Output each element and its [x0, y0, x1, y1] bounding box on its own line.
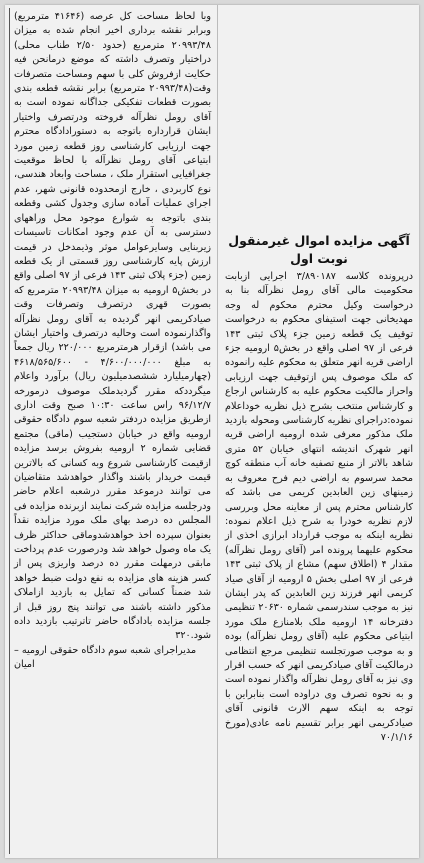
notice-title: آگهی مزایده اموال غیرمنقول نوبت اول [228, 233, 410, 266]
notice-right-column [221, 232, 417, 854]
notice-signature: مدیراجرای شعبه سوم دادگاه حقوقی ارومیه – امیان [14, 644, 197, 671]
column-divider [217, 5, 218, 858]
notice-left-column [9, 8, 215, 854]
newspaper-clipping [5, 5, 419, 858]
notice-body-right: درپرونده کلاسه ۳/۸۹۰۱۸۷ اجرایی ازبابت محکومیت مالی آقای رومل نظرآله بنا به درخواست وکیل محترم محکوم له وجه مهدیخانی جهت استیفای محکوم به درخواست توقیف یک قطعه زمین جزء پلاک ثبتی ۱۴۳ فرعی از ۹۷ اصلی واقع در بخش۵ ارومیه جزء اراضی قریه انهر متعلق به محکوم علیه رانموده که ملک موصوف پس ازتوقیف جهت ارزیابی واحراز مالکیت محکوم علیه به کارشناس ارجاع و کارشناس منتخب بشرح ذیل نظریه خوداعلام نموده:دراجرای نظریه کارشناسی ومحوله بازدید ملک مذکور معرفی شده ارومیه اراضی قریه انهر شهرک اندیشه انتهای خیابان ۵۲ متری شاهد بالاتر از منبع تصفیه خانه آب منطقه کوچ محمد سرسوم به اراضی دیم فرح معروف به زمینهای زین العابدین کریمی می باشد که کارشناس محترم پس از معاینه محل وبررسی لازم نظریه خودرا به شرح ذیل اعلام نموده: نظریه اینکه به موجب قرارداد ابرازی اخذی از محکوم علیهما پرونده امر (آقای رومل نظرآله) مقدار ۴ (اطلاق سهم) مشاع از پلاک ثبتی ۱۴۳ فرعی از ۹۷ اصلی بخش ۵ ارومیه از آقای صیاد کریمی انهر فرزند زین العابدین که پدر ایشان نیز به موجب سندرسمی شماره ۲۰۶۳۰ تنظیمی دفترخانه ۱۴ ارومیه ملک بلامنازع ملک مورد ابتیاعی محکوم علیه (آقای رومل نظرآله) بوده و به موجب صورتجلسه تنظیمی مرجع انتظامی درمالکیت آقای صیادکریمی انهر که حسب اقرار وی نیز به آقای رومل نظرآله واگذار نموده است و به نحوه تصرف وی دراوده است بنابراین با توجه به اینکه سهم الارث قانونی آقای صیادکریمی انهر برابر تقسیم نامه عادی(مورخ ۷۰/۱/۱۶ [225, 271, 414, 743]
notice-body-left: وبا لحاظ مساحت کل عرصه (۴۱۶۴۶ مترمربع) وبرابر نقشه برداری اخیر انجام شده به میزان ۲۰۹۹۳/۴۸ مترمربع (حدود ۲/۵۰ طناب محلی) دراختیار وتصرف داشته که موضع درمانحن فیه حکایت ازفروش کلی با سهم ومساحت متصرفات وقت(۲۰۹۹۳/۴۸ مترمربع) برابر نقشه قطعه بندی بصورت قطعات تفکیکی جداگانه نموده است به آقای رومل نظرآله فروخته ودرتصرف واختیار ایشان قرارداره باتوجه به دستورادادگاه محترم جهت ارزیابی کارشناسی روز قطعه زمین مورد ابتیاعی آقای رومل نظرآله با لحاظ موقعیت جغرافیایی استقرار ملک ، مساحت وابعاد هندسی، نوع کاربردی ، خارج ازمحدوده قانونی شهر، عدم اجرای عملیات آماده سازی وجدول کشی وقطعه بندی باتوجه به شوارع موجود محل وراههای دسترسی به آن عدم وجود امکانات تاسیسات زیربنایی وسایرعوامل موثر وذیمدخل در قیمت ارزش پایه کارشناسی روز قسمتی از یک قطعه زمین (جزء پلاک ثبتی ۱۴۳ فرعی از ۹۷ اصلی واقع در بخش۵ ارومیه به میزان ۲۰۹۹۳/۴۸ مترمربع که بصورت قهری درتصرف وتصرفات وقت صیادکریمی انهر گردیده به آقای رومل نظرآله واگذارنموده است وحالیه درتصرف واختیار ایشان می باشد) ازقرار هرمترمربع ۲۲۰/۰۰۰ ریال جمعاً به مبلغ ۴/۶۰۰/۰۰۰/۰۰۰ - ۴۶۱۸/۵۶۵/۶۰۰ (چهارمیلیارد ششصدمیلیون ریال) برآورد واعلام میگرددکه مقرر گردیدملک موصوف درمورخه ۹۶/۱۲/۷ راس ساعت ۱۰:۳۰ صبح وقت اداری ازطریق مزایده دردفتر شعبه سوم دادگاه حقوقی ارومیه واقع در خیابان دستجیب (ماقی) مجتمع قضایی شماره ۲ ارومیه بفروش برسد مزایده ازقیمت کارشناسی شروع وبه کسانی که بالاترین قیمت خریدار باشند واگذار خواهدشد متقاضیان می توانند درموعد مقرر درشعبه اعلام حاضر ودرجلسه مزایده شرکت نمایند ازبرنده مزایده فی المجلس ده درصد بهای ملک مورد مزایده نقداً بعنوان سپرده اخذ خواهدشدوماقی حداکثر ظرف یک ماه وصول خواهد شد ودرصورت عدم پرداخت مابقی درمهلت مقرر ده درصد واریزی پس از کسر هزینه های مزایده به نفع دولت ضبط خواهد شد ضمناً کسانی که تمایل به بازدید ازاملاک مذکور داشته باشند می توانند پنج روز قبل از جلسه مزایده بادادگاه حاضر تاترتیب بازدید داده شود.۳۲۰ [14, 11, 212, 642]
